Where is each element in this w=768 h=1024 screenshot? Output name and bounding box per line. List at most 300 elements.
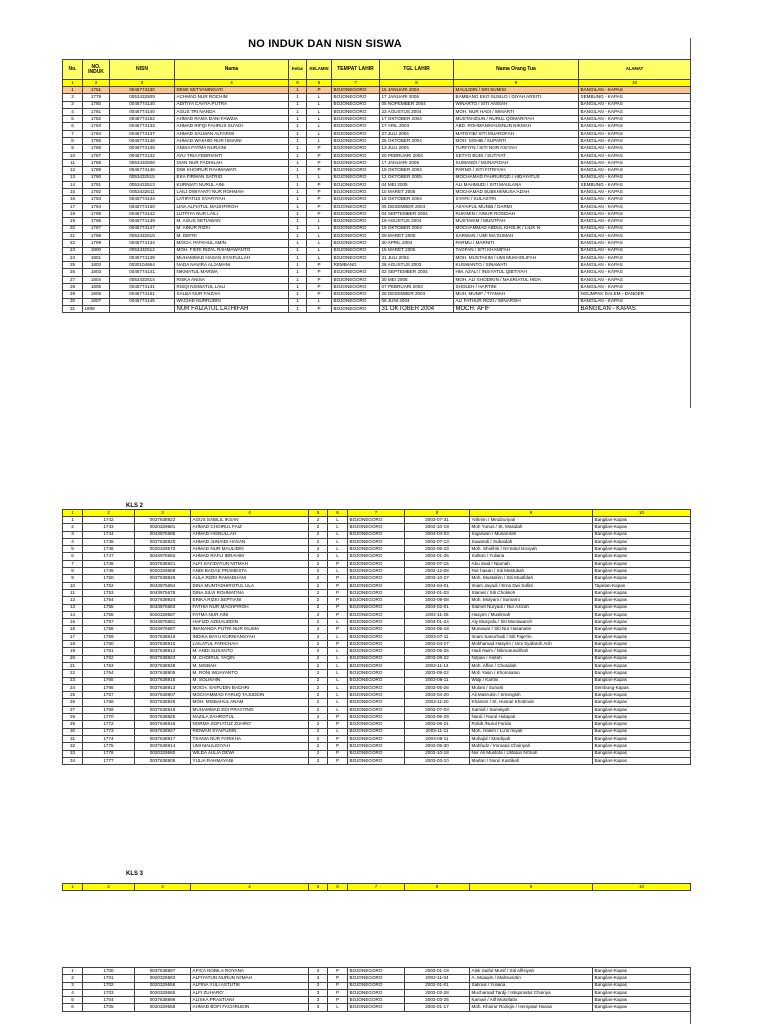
cell-nisn: 0043975685 — [135, 531, 191, 538]
cell-nama-orang-tua: SETYO BUDI / SUTIYAT — [454, 152, 579, 159]
cell-kelamin: L — [328, 670, 348, 677]
cell-tempat-lahir: BOJONEGORO — [332, 211, 380, 218]
cell-kelamin: P — [307, 211, 332, 218]
cell-nama-orang-tua: Kamari / Alif Musrifatin — [470, 997, 593, 1004]
cell-nama-orang-tua: Mulani / Sunarti — [470, 684, 593, 691]
cell-nama-orang-tua: Ali Masrukin / Sriningsih — [470, 692, 593, 699]
cell-alamat: BANGILAN - KAPAS — [579, 116, 691, 123]
column-number: 9 — [470, 884, 593, 891]
table-row — [63, 145, 691, 152]
table-row — [63, 757, 691, 764]
cell-kelas: 2 — [309, 641, 328, 648]
cell-nama-orang-tua: Widji / Kartini — [470, 677, 593, 684]
table-row — [63, 677, 691, 684]
cell-nisn: 0037638923 — [135, 655, 191, 662]
cell-tgl-lahir: 2004-04-03 — [405, 531, 470, 538]
cell-tgl-lahir: 2003-10-27 — [405, 575, 470, 582]
cell-alamat: Bangilan-Kapas — [593, 648, 691, 655]
cell-no-induk: 1755 — [83, 604, 135, 611]
cell-no: 1 — [63, 968, 83, 975]
cell-kelamin: P — [328, 641, 348, 648]
cell-tgl-lahir: 28 AGUSTUS 2003 — [380, 262, 454, 269]
cell-kelas: 1 — [289, 159, 307, 166]
table-row — [63, 626, 691, 633]
cell-alamat: Bangilan-Kapas — [593, 968, 691, 975]
cell-tempat-lahir: BOJONEGORO — [332, 181, 380, 188]
cell-nisn: 0043975678 — [135, 589, 191, 596]
cell-no-induk: 1753 — [83, 589, 135, 596]
table-row — [63, 575, 691, 582]
cell-nama-orang-tua: Aly Musyafa / Siti Munawaroh — [470, 619, 593, 626]
cell-kelamin: P — [328, 604, 348, 611]
cell-alamat: Bangilan-Kapas — [593, 619, 691, 626]
cell-alamat: Bangilan-Kapas — [593, 721, 691, 728]
cell-nisn: 0037638897 — [135, 968, 191, 975]
cell-nama-orang-tua: MUSTAKIM / MUNTFAH — [454, 218, 579, 225]
cell-no-induk: 1786 — [83, 145, 110, 152]
cell-kelas: 1 — [289, 130, 307, 137]
cell-no-induk: 1705 — [83, 1004, 135, 1011]
cell-tgl-lahir: 2004-04-01 — [405, 582, 470, 589]
table-row — [63, 684, 691, 691]
cell-kelas: 1 — [289, 152, 307, 159]
cell-alamat: BANGILAN - KAPAS — [579, 138, 691, 145]
cell-tempat-lahir: BOJONEGORO — [348, 721, 405, 728]
kls2-column-number-row — [63, 510, 691, 517]
cell-tempat-lahir: BOJONEGORO — [348, 975, 405, 982]
cell-no-induk: 1770 — [83, 714, 135, 721]
cell-no-induk: 1743 — [83, 524, 135, 531]
cell-nisn: 0046774131 — [110, 284, 175, 291]
cell-tgl-lahir: 2002-11-26 — [405, 611, 470, 618]
cell-nama: AHMAD NUR MAULIDIN — [191, 546, 309, 553]
cell-no-induk: 1777 — [83, 757, 135, 764]
cell-kelas: 1 — [289, 254, 307, 261]
cell-kelamin: P — [328, 975, 348, 982]
cell-kelamin: L — [328, 633, 348, 640]
cell-no-induk: 1749 — [83, 568, 135, 575]
cell-nisn: 0037638913 — [135, 684, 191, 691]
cell-tgl-lahir: 2002-02-28 — [405, 989, 470, 996]
cell-tgl-lahir: 2002-10-19 — [405, 524, 470, 531]
cell-nama: EKA FIRMAN SATRIO — [175, 174, 289, 181]
cell-alamat: Sembung-Kapas — [593, 684, 691, 691]
cell-nisn: 0046774147 — [110, 225, 175, 232]
table-row — [63, 611, 691, 618]
cell-kelas: 2 — [309, 604, 328, 611]
cell-kelamin: P — [307, 284, 332, 291]
cell-nama-orang-tua: Moh. Hakim / Lu'is miyati — [470, 728, 593, 735]
cell-tgl-lahir: 2003-07-03 — [405, 706, 470, 713]
cell-nama-orang-tua: Rokib /Nurul Farida — [470, 721, 593, 728]
cell-no-induk: 1806 — [83, 291, 110, 298]
column-number: 10 — [593, 884, 691, 891]
cell-no-induk: 1700 — [83, 968, 135, 975]
cell-nisn: 0043975684 — [135, 582, 191, 589]
cell-tgl-lahir: 10 MARET 2005 — [380, 189, 454, 196]
cell-tempat-lahir: BOJONEGORO — [332, 232, 380, 239]
cell-tgl-lahir: 2003-03-10 — [405, 757, 470, 764]
cell-no: 6 — [63, 1004, 83, 1011]
cell-nama: RISKA ANISA — [175, 276, 289, 283]
cell-alamat: Bangilan-Kapas — [593, 975, 691, 982]
cell-nisn: 0037638914 — [135, 743, 191, 750]
cell-alamat: BANGILAN - KAPAS — [579, 174, 691, 181]
cell-tempat-lahir: BOJONEGORO — [332, 174, 380, 181]
cell-nama-orang-tua: Moh. Khoirur Roziqin / Heniyatul Hanan — [470, 1004, 593, 1011]
cell-tempat-lahir: BOJONEGORO — [332, 225, 380, 232]
cell-nisn: 0053432509 — [110, 94, 175, 101]
cell-nama: NAZILA ZAHROTUL — [191, 714, 309, 721]
cell-nama: LINA ALFIATUL MAGHFIROH — [175, 203, 289, 210]
cell-tgl-lahir: 2004-02-01 — [405, 604, 470, 611]
cell-no: 3 — [63, 982, 83, 989]
cell-no-induk: 1790 — [83, 174, 110, 181]
table-row — [63, 211, 691, 218]
cell-no: 28 — [63, 714, 83, 721]
cell-nisn: 0030104664 — [110, 262, 175, 269]
cell-no: 5 — [63, 546, 83, 553]
table-row — [63, 975, 691, 982]
cell-nama: AHMAD WAKHID NUR ISNAINI — [175, 138, 289, 145]
cell-nisn: 0046774141 — [110, 269, 175, 276]
cell-no: 32 — [63, 743, 83, 750]
cell-nisn: 0037638924 — [135, 597, 191, 604]
cell-kelas: 1 — [289, 174, 307, 181]
cell-kelamin: L — [328, 677, 348, 684]
table-row — [63, 123, 691, 130]
cell-nama: ERIKA RIZKI SEPTIANI — [191, 597, 309, 604]
cell-no-induk: 1747 — [83, 553, 135, 560]
cell-no-induk: 1784 — [83, 130, 110, 137]
cell-tgl-lahir: 19 OKTOBER 2004 — [380, 167, 454, 174]
cell-no: 23 — [63, 677, 83, 684]
cell-nisn: 0020329589 — [135, 568, 191, 575]
cell-no-induk: 1758 — [83, 626, 135, 633]
cell-tgl-lahir: 2003-06-21 — [405, 721, 470, 728]
cell-kelas: 2 — [309, 531, 328, 538]
column-number: 3 — [135, 884, 191, 891]
cell-alamat: Bangilan-Kapas — [593, 531, 691, 538]
cell-kelamin: P — [328, 721, 348, 728]
cell-nisn: 0046774150 — [110, 203, 175, 210]
cell-alamat: BANGILAN - KAPAS — [579, 269, 691, 276]
cell-kelas: 2 — [309, 575, 328, 582]
cell-nama-orang-tua: Munawar / Siti Nur Hasanatin — [470, 626, 593, 633]
cell-nisn: 0046774134 — [110, 240, 175, 247]
cell-nama-orang-tua: Moh. Affan / Chosidah — [470, 662, 593, 669]
cell-kelas: 1 — [289, 225, 307, 232]
cell-nisn: 0037638916 — [135, 721, 191, 728]
cell-tgl-lahir: 2003-05-30 — [405, 743, 470, 750]
cell-no-induk: 1704 — [83, 997, 135, 1004]
cell-nama-orang-tua: ASYAIFUL MUNIB / DARMI — [454, 203, 579, 210]
cell-tgl-lahir: 04 SEPTEMBER 2004 — [380, 211, 454, 218]
cell-nama: ALFI ZUHARO' — [191, 989, 309, 996]
cell-kelamin: L — [307, 116, 332, 123]
cell-nama: DIAN NUR FADHILAH — [175, 159, 289, 166]
table-row — [63, 553, 691, 560]
cell-no: 2 — [63, 975, 83, 982]
cell-tempat-lahir: BOJONEGORO — [332, 116, 380, 123]
table-row — [63, 655, 691, 662]
column-number: 4 — [191, 510, 309, 517]
cell-kelas: 1 — [289, 232, 307, 239]
cell-tgl-lahir: 2004-01-26 — [405, 553, 470, 560]
cell-tempat-lahir: BOJONEGORO — [348, 553, 405, 560]
cell-kelas: 2 — [309, 546, 328, 553]
cell-nisn: 0053432510 — [110, 232, 175, 239]
cell-tgl-lahir: 15 MARET 2005 — [380, 247, 454, 254]
cell-nama: FATHIA NUR MAGHFIROH — [191, 604, 309, 611]
cell-tempat-lahir: BOJONEGORO — [332, 240, 380, 247]
cell-tgl-lahir: 2003-01-19 — [405, 968, 470, 975]
table-row — [63, 989, 691, 996]
cell-no: 12 — [63, 597, 83, 604]
cell-no-induk: 1744 — [83, 531, 135, 538]
cell-no-induk: 1757 — [83, 619, 135, 626]
kls2-label: KLS 2 — [126, 503, 144, 509]
cell-tgl-lahir: 2004-05-18 — [405, 626, 470, 633]
cell-nama-orang-tua: Moh. Sholihin / Ni'matul Isroiyah — [470, 546, 593, 553]
cell-tgl-lahir: 2003-05-26 — [405, 684, 470, 691]
cell-kelas: 1 — [289, 196, 307, 203]
cell-kelas: 1 — [289, 240, 307, 247]
table-row — [63, 1004, 691, 1011]
cell-nama-orang-tua: Samidi / Samsiyah — [470, 706, 593, 713]
cell-kelamin: P — [328, 743, 348, 750]
col-header-tgl-lahir: TGL LAHIR — [380, 60, 454, 80]
cell-nama-orang-tua: Muhajid / Mardiyah — [470, 735, 593, 742]
cell-nama: AFICA NOBILA ROYANA — [191, 968, 309, 975]
cell-tempat-lahir: BOJONEGORO — [348, 692, 405, 699]
cell-no-induk: 1807 — [83, 298, 110, 305]
column-number: 3 — [110, 80, 175, 87]
cell-tgl-lahir: 25 OKTOBER 2004 — [380, 138, 454, 145]
cell-kelamin: P — [307, 87, 332, 94]
cell-kelas: 2 — [309, 582, 328, 589]
cell-no-induk: 1787 — [83, 152, 110, 159]
cell-kelas: 1 — [289, 247, 307, 254]
cell-tempat-lahir: BOJONEGORO — [332, 218, 380, 225]
cell-no: 10 — [63, 152, 83, 159]
column-number: 6 — [307, 80, 332, 87]
cell-tgl-lahir: 2002-06-23 — [405, 546, 470, 553]
cell-kelamin: L — [328, 1004, 348, 1011]
cell-no: 4 — [63, 989, 83, 996]
cell-nama: ADITIYA CAHYA PUTRA — [175, 101, 289, 108]
cell-nama: AHMAD RIFQI FAHRUS SU'ADI — [175, 123, 289, 130]
cell-tgl-lahir: 2002-12-08 — [405, 568, 470, 575]
cell-nisn — [110, 305, 175, 312]
cell-no: 8 — [63, 568, 83, 575]
cell-nama-orang-tua: SUWANDI / MUNAFIDAH — [454, 159, 579, 166]
cell-no-induk: 1800 — [83, 247, 110, 254]
cell-tgl-lahir: 17 OKTOBER 2004 — [380, 116, 454, 123]
cell-nama: AHMAD CHOIRUL FAIZ — [191, 524, 309, 531]
cell-kelas: 2 — [309, 684, 328, 691]
column-number: 7 — [348, 510, 405, 517]
cell-tempat-lahir: BOJONEGORO — [348, 684, 405, 691]
cell-nama-orang-tua: Moh. Mulyani / Sumarni — [470, 597, 593, 604]
cell-tgl-lahir: 2003-03-25 — [405, 997, 470, 1004]
cell-nisn: 0046774144 — [110, 196, 175, 203]
table-row — [63, 641, 691, 648]
cell-kelas: 1 — [289, 203, 307, 210]
cell-nama: AHMAD HISNULLAH — [191, 531, 309, 538]
column-number: 6 — [328, 884, 348, 891]
cell-kelamin: L — [307, 101, 332, 108]
cell-tgl-lahir: 2004-01-24 — [405, 619, 470, 626]
cell-tgl-lahir: 2003-09-08 — [405, 597, 470, 604]
cell-alamat: Bangilan-Kapas — [593, 517, 691, 524]
cell-no: 27 — [63, 706, 83, 713]
cell-kelas: 2 — [309, 597, 328, 604]
cell-kelas: 1 — [289, 211, 307, 218]
cell-kelas: 1 — [289, 298, 307, 305]
cell-tempat-lahir: BOJONEGORO — [332, 269, 380, 276]
cell-no: 8 — [63, 138, 83, 145]
cell-alamat: BANGILAN - KAPAS — [579, 276, 691, 283]
table-row — [63, 181, 691, 188]
cell-nama: MOCH. PATKHUL AMIN — [175, 240, 289, 247]
table-row — [63, 560, 691, 567]
cell-kelamin: L — [328, 684, 348, 691]
cell-nama: RISQI NISWATUL LAILI — [175, 284, 289, 291]
cell-tempat-lahir: BOJONEGORO — [332, 276, 380, 283]
cell-tempat-lahir: BOJONEGORO — [332, 254, 380, 261]
cell-kelas: 3 — [309, 1004, 328, 1011]
cell-nama-orang-tua: Mahfudz / Imroatul Choiriyah — [470, 743, 593, 750]
cell-tgl-lahir: 2003-08-22 — [405, 655, 470, 662]
cell-no-induk: 1798 — [83, 232, 110, 239]
cell-tempat-lahir: BOJONEGORO — [332, 159, 380, 166]
cell-tgl-lahir: 2003-06-29 — [405, 714, 470, 721]
table-row — [63, 254, 691, 261]
cell-tempat-lahir: BOJONEGORO — [348, 531, 405, 538]
table-row — [63, 721, 691, 728]
cell-no: 15 — [63, 619, 83, 626]
cell-tgl-lahir: 07 PEBRUARI 2004 — [380, 284, 454, 291]
cell-nama-orang-tua: Nur Ali Mustofa / Ulifatun Ni'mah — [470, 750, 593, 757]
cell-nisn: 0046774142 — [110, 211, 175, 218]
cell-nama: ALFI SAYIDATUN NITMAH — [191, 560, 309, 567]
cell-kelamin: L — [328, 517, 348, 524]
cell-alamat: SEMBUNG - KAPAS — [579, 181, 691, 188]
cell-tempat-lahir: BOJONEGORO — [348, 597, 405, 604]
cell-nisn: 0046774138 — [110, 254, 175, 261]
table-row — [63, 706, 691, 713]
cell-no: 33 — [63, 750, 83, 757]
cell-no: 5 — [63, 997, 83, 1004]
cell-kelas: 1 — [289, 108, 307, 115]
cell-alamat: BANGILAN - KAPAS — [579, 87, 691, 94]
cell-nisn: 0037638922 — [135, 517, 191, 524]
cell-tempat-lahir: BOJONEGORO — [348, 982, 405, 989]
cell-kelamin: L — [307, 254, 332, 261]
cell-nisn: 0046774140 — [110, 101, 175, 108]
cell-kelas: 2 — [309, 706, 328, 713]
cell-nama: YULIA RAHMAYANI — [191, 757, 309, 764]
cell-no-induk: 1785 — [83, 138, 110, 145]
cell-nisn: 0046774140 — [110, 108, 175, 115]
cell-nama-orang-tua: SHOLEH / HARTINI — [454, 284, 579, 291]
table-row — [63, 167, 691, 174]
table-row — [63, 692, 691, 699]
cell-nama: DEWI SETYANINGATI — [175, 87, 289, 94]
cell-tgl-lahir: 28 DESEMBER 2004 — [380, 291, 454, 298]
cell-no-induk: 1766 — [83, 684, 135, 691]
cell-nama-orang-tua: KUSWANTO / SINAWATI — [454, 262, 579, 269]
cell-no: 21 — [63, 232, 83, 239]
cell-nama-orang-tua: TAOFAN / SITI KHANIFAH — [454, 247, 579, 254]
cell-nama-orang-tua: MOCHAMMAD ABDUL KHOLIK / LILIK N — [454, 225, 579, 232]
table-row — [63, 196, 691, 203]
cell-no: 31 — [63, 735, 83, 742]
table-row — [63, 648, 691, 655]
cell-tempat-lahir: BOJONEGORO — [332, 145, 380, 152]
kls1-column-number-row — [63, 80, 691, 87]
cell-kelamin: P — [328, 997, 348, 1004]
cell-kelamin: L — [307, 298, 332, 305]
col-header-nisn: NISN — [110, 60, 175, 80]
cell-no: 13 — [63, 604, 83, 611]
cell-tgl-lahir: 20 PEBRUARI 2004 — [380, 152, 454, 159]
cell-nama: DINA MUNTADHIROTUL ULA — [191, 582, 309, 589]
table-row — [63, 262, 691, 269]
cell-nama-orang-tua: Nor hasan / Siti Mastukah — [470, 568, 593, 575]
cell-nama: LAILATUL FARICHAH — [191, 641, 309, 648]
cell-kelamin: L — [328, 706, 348, 713]
cell-nisn: 0037638917 — [135, 735, 191, 742]
cell-nama: MUHAMMAD HASAN SYAIFULLAH — [175, 254, 289, 261]
cell-no-induk: 1795 — [83, 211, 110, 218]
cell-no-induk: 1760 — [83, 641, 135, 648]
column-number: 7 — [348, 884, 405, 891]
cell-nama: LAILI DWIYANTI NUR ROHMAH — [175, 189, 289, 196]
cell-nisn: 0046774130 — [110, 87, 175, 94]
cell-kelamin: L — [307, 232, 332, 239]
cell-kelamin: P — [307, 152, 332, 159]
cell-nisn: 0037638921 — [135, 560, 191, 567]
cell-tgl-lahir: 2003-04-27 — [405, 641, 470, 648]
cell-nama-orang-tua: Marlan / Nurul Kustikah — [470, 757, 593, 764]
cell-no-induk: 1767 — [83, 692, 135, 699]
cell-nama: IMANANDA PUTRI NUR IKLIMA — [191, 626, 309, 633]
cell-no: 16 — [63, 196, 83, 203]
cell-kelamin: L — [328, 692, 348, 699]
cell-tgl-lahir: 2003-11-11 — [405, 728, 470, 735]
cell-nisn: 0037638915 — [135, 677, 191, 684]
cell-tgl-lahir: 30 APRIL 2004 — [380, 240, 454, 247]
cell-alamat: Tapelan-Kapas — [593, 582, 691, 589]
cell-kelas: 2 — [309, 619, 328, 626]
cell-nama-orang-tua: TURFIYN / SITI NOR ASIYAH — [454, 145, 579, 152]
cell-nama-orang-tua: A. Muaqim / Mahsusotin — [470, 975, 593, 982]
cell-kelas: 1 — [289, 291, 307, 298]
cell-nama: M. CHOIRUL YAQIN — [191, 655, 309, 662]
table-row — [63, 619, 691, 626]
column-number: 4 — [191, 884, 309, 891]
cell-no-induk: 1788 — [83, 159, 110, 166]
cell-alamat: Bangilan-Kapas — [593, 728, 691, 735]
table-row — [63, 87, 691, 94]
cell-kelas: 2 — [309, 524, 328, 531]
table-row — [63, 116, 691, 123]
cell-kelas: 2 — [309, 648, 328, 655]
cell-nisn: 0053432513 — [110, 181, 175, 188]
table-row — [63, 735, 691, 742]
